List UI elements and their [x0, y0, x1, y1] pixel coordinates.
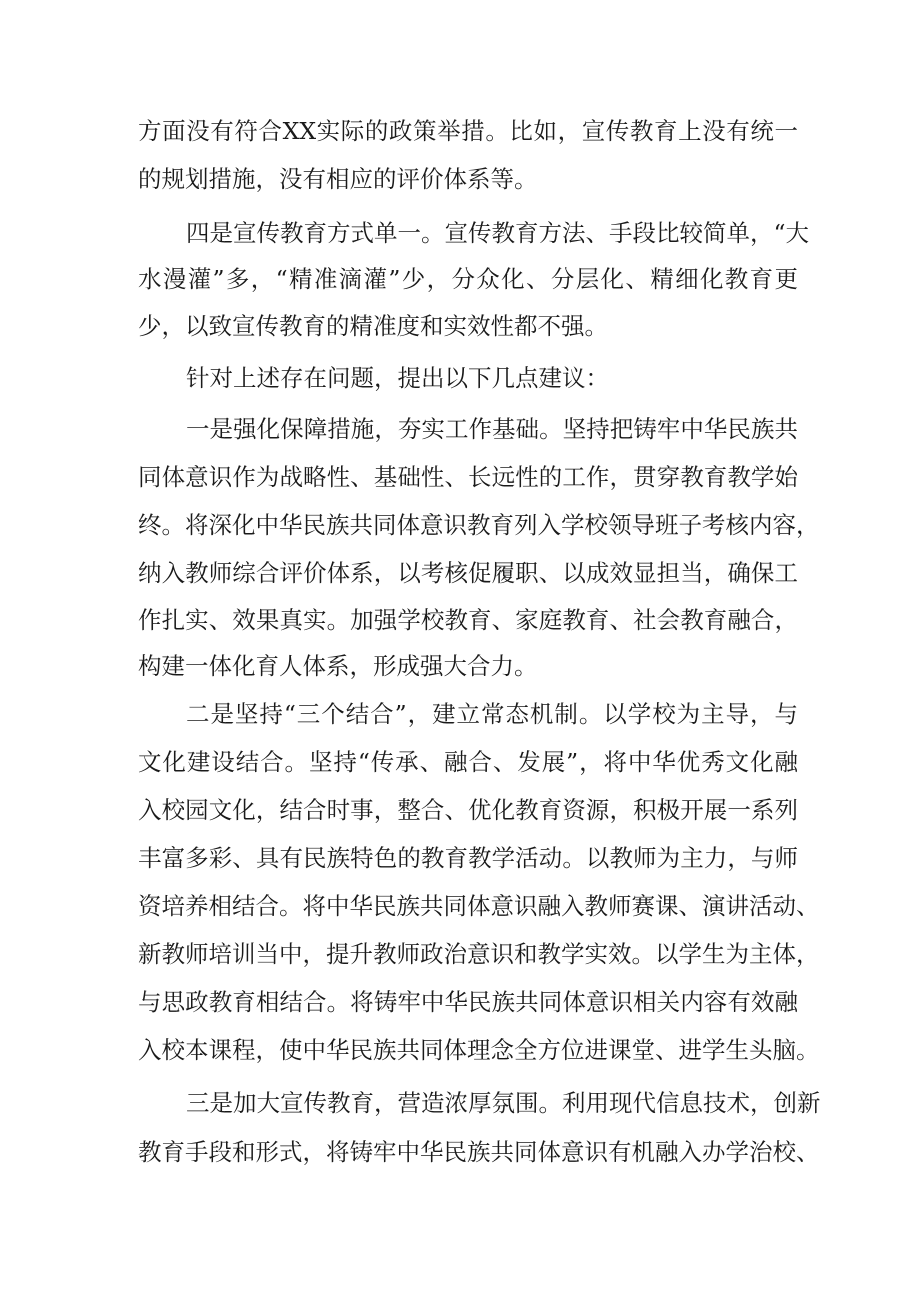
paragraph-first-line: 二是坚持“三个结合”，建立常态机制。以学校为主导，与	[186, 700, 798, 728]
paragraph-first-line: 三是加大宣传教育，营造浓厚氛围。利用现代信息技术，创新	[186, 1089, 821, 1117]
text-line: 构建一体化育人体系，形成强大合力。	[138, 652, 538, 680]
text-line: 资培养相结合。将中华民族共同体意识融入教师赛课、演讲活动、	[138, 892, 820, 920]
text-line: 与思政教育相结合。将铸牢中华民族共同体意识相关内容有效融	[138, 988, 798, 1016]
text-line: 丰富多彩、具有民族特色的教育教学活动。以教师为主力，与师	[138, 844, 798, 872]
text-line: 终。将深化中华民族共同体意识教育列入学校领导班子考核内容，	[138, 511, 820, 539]
text-line: 方面没有符合XX实际的政策举措。比如，宣传教育上没有统一	[138, 117, 798, 145]
text-line: 作扎实、效果真实。加强学校教育、家庭教育、社会教育融合，	[138, 606, 798, 634]
text-line: 同体意识作为战略性、基础性、长远性的工作，贯穿教育教学始	[138, 463, 798, 491]
text-line: 入校本课程，使中华民族共同体理念全方位进课堂、进学生头脑。	[138, 1036, 820, 1064]
text-line: 少，以致宣传教育的精准度和实效性都不强。	[138, 312, 608, 340]
text-line: 的规划措施，没有相应的评价体系等。	[138, 165, 538, 193]
paragraph-first-line: 一是强化保障措施，夯实工作基础。坚持把铸牢中华民族共	[186, 415, 798, 443]
text-line: 教育手段和形式，将铸牢中华民族共同体意识有机融入办学治校、	[138, 1138, 820, 1166]
paragraph-first-line: 四是宣传教育方式单一。宣传教育方法、手段比较简单，“大	[186, 219, 810, 247]
text-line: 文化建设结合。坚持“传承、融合、发展”，将中华优秀文化融	[138, 748, 798, 776]
text-line: 入校园文化，结合时事，整合、优化教育资源，积极开展一系列	[138, 796, 798, 824]
text-line: 新教师培训当中，提升教师政治意识和教学实效。以学生为主体，	[138, 940, 820, 968]
text-line: 纳入教师综合评价体系，以考核促履职、以成效显担当，确保工	[138, 559, 798, 587]
paragraph-first-line: 针对上述存在问题，提出以下几点建议：	[186, 364, 609, 392]
text-line: 水漫灌”多，“精准滴灌”少，分众化、分层化、精细化教育更	[138, 265, 798, 293]
